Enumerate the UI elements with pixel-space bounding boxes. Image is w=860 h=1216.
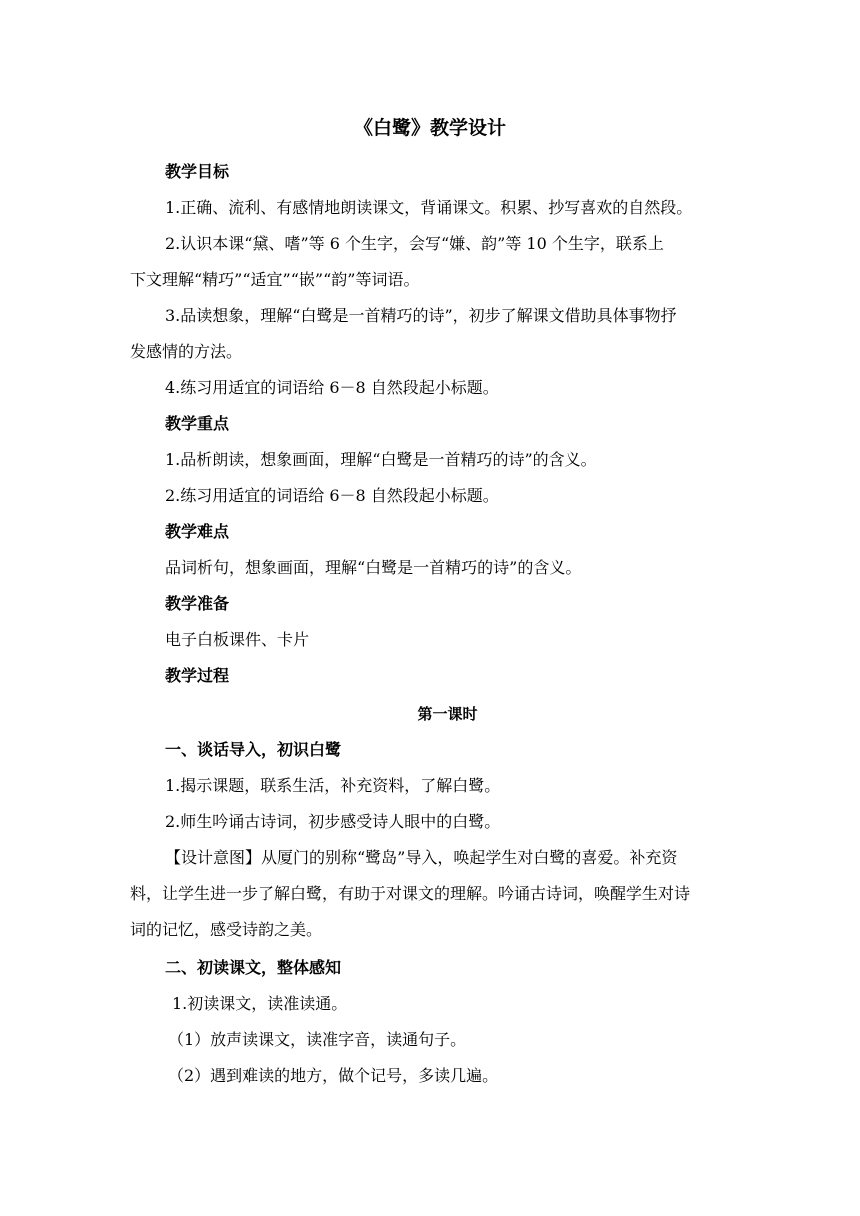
part-1-step-1: 1.揭示课题，联系生活，补充资料，了解白鹭。 <box>165 776 501 795</box>
part-1-heading: 一、谈话导入，初识白鹭 <box>165 740 342 759</box>
part-2-substep-1: （1）放声读课文，读准字音，读通句子。 <box>168 1030 467 1049</box>
key-point-1: 1.品析朗读，想象画面，理解“白鹭是一首精巧的诗”的含义。 <box>165 450 597 469</box>
difficulty-heading: 教学难点 <box>165 522 230 541</box>
part-2-substep-2: （2）遇到难读的地方，做个记号，多读几遍。 <box>168 1066 499 1085</box>
preparation-heading: 教学准备 <box>165 594 230 613</box>
goal-item-2-line-1: 2.认识本课“黛、嗜”等 6 个生字，会写“嫌、韵”等 10 个生字，联系上 <box>165 234 664 253</box>
design-intent-line-2: 料，让学生进一步了解白鹭，有助于对课文的理解。吟诵古诗词，唤醒学生对诗 <box>130 884 691 903</box>
goal-item-1: 1.正确、流利、有感情地朗读课文，背诵课文。积累、抄写喜欢的自然段。 <box>165 198 693 217</box>
document-title: 《白鹭》教学设计 <box>353 117 506 139</box>
goal-item-2-line-2: 下文理解“精巧”“适宜”“嵌”“韵”等词语。 <box>130 270 420 289</box>
key-point-2: 2.练习用适宜的词语给 6－8 自然段起小标题。 <box>165 486 499 505</box>
process-heading: 教学过程 <box>165 666 230 685</box>
part-2-step-1: 1.初读课文，读准读通。 <box>172 994 348 1013</box>
difficulty-item: 品词析句，想象画面，理解“白鹭是一首精巧的诗”的含义。 <box>165 558 582 577</box>
goals-heading: 教学目标 <box>165 162 230 181</box>
goal-item-3-line-1: 3.品读想象，理解“白鹭是一首精巧的诗”，初步了解课文借助具体事物抒 <box>165 306 677 325</box>
goal-item-3-line-2: 发感情的方法。 <box>130 342 243 361</box>
part-2-heading: 二、初读课文，整体感知 <box>165 958 342 977</box>
goal-item-4: 4.练习用适宜的词语给 6－8 自然段起小标题。 <box>165 378 499 397</box>
lesson-heading: 第一课时 <box>417 705 478 723</box>
key-points-heading: 教学重点 <box>165 414 230 433</box>
design-intent-line-3: 词的记忆，感受诗韵之美。 <box>130 920 323 939</box>
preparation-item: 电子白板课件、卡片 <box>165 630 310 649</box>
part-1-step-2: 2.师生吟诵古诗词，初步感受诗人眼中的白鹭。 <box>165 812 501 831</box>
design-intent-line-1: 【设计意图】从厦门的别称“鹭岛”导入，唤起学生对白鹭的喜爱。补充资 <box>165 848 678 867</box>
